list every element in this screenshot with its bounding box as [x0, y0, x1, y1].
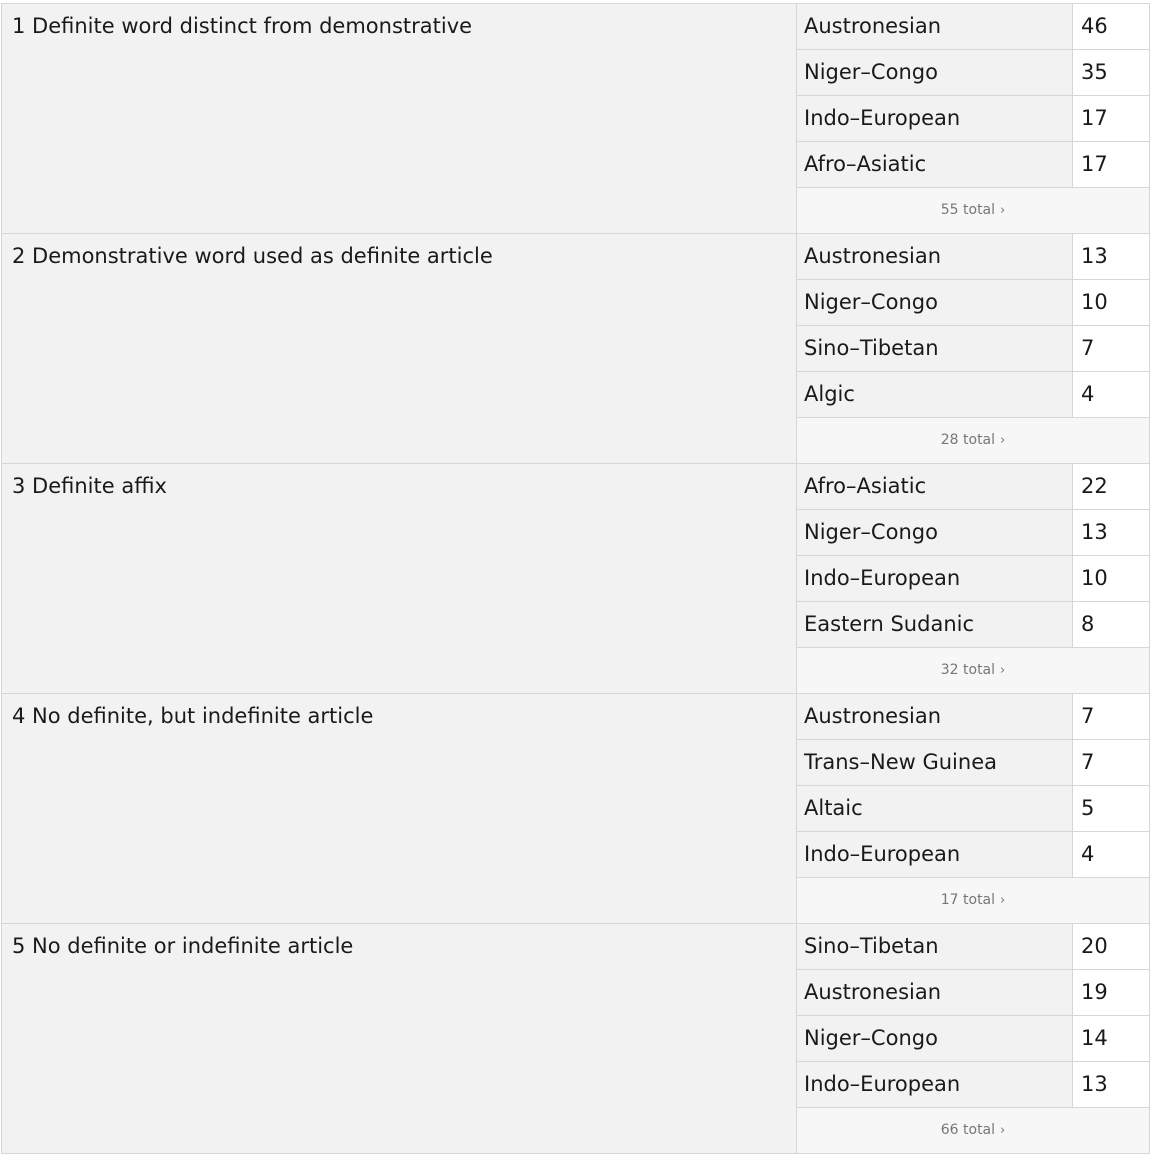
language-count: 10: [1073, 280, 1150, 326]
language-count: 7: [1073, 740, 1150, 786]
feature-value-label: 5 No definite or indefinite article: [2, 924, 797, 1154]
total-cell: [797, 418, 1150, 464]
language-count: 17: [1073, 96, 1150, 142]
language-count: 13: [1073, 234, 1150, 280]
chevron-right-icon: ›: [1000, 433, 1006, 448]
language-family-name: Altaic: [797, 786, 1073, 832]
chevron-right-icon: ›: [1000, 203, 1006, 218]
family-row: [2, 4, 1150, 50]
language-family-name: Algic: [797, 372, 1073, 418]
language-count: 13: [1073, 1062, 1150, 1108]
total-cell: [797, 648, 1150, 694]
language-family-name: Austronesian: [797, 4, 1073, 50]
language-count: 13: [1073, 510, 1150, 556]
language-count: 19: [1073, 970, 1150, 1016]
language-family-name: Afro–Asiatic: [797, 464, 1073, 510]
language-family-name: Niger–Congo: [797, 510, 1073, 556]
language-family-name: Sino–Tibetan: [797, 326, 1073, 372]
feature-value-label: 1 Definite word distinct from demonstrative: [2, 4, 797, 234]
language-family-name: Trans–New Guinea: [797, 740, 1073, 786]
language-count: 35: [1073, 50, 1150, 96]
language-count: 5: [1073, 786, 1150, 832]
chevron-right-icon: ›: [1000, 1123, 1006, 1138]
chevron-right-icon: ›: [1000, 663, 1006, 678]
total-cell: [797, 1108, 1150, 1154]
language-count: 4: [1073, 372, 1150, 418]
language-family-name: Indo–European: [797, 556, 1073, 602]
language-family-name: Afro–Asiatic: [797, 142, 1073, 188]
family-row: [2, 234, 1150, 280]
language-family-name: Indo–European: [797, 832, 1073, 878]
total-count-text: 66 total: [940, 1122, 996, 1138]
total-count-text: 28 total: [940, 432, 996, 448]
language-family-name: Niger–Congo: [797, 280, 1073, 326]
feature-value-label: 4 No definite, but indefinite article: [2, 694, 797, 924]
value-breakdown-table: [1, 3, 1150, 1154]
total-count-text: 55 total: [940, 202, 996, 218]
total-cell: [797, 878, 1150, 924]
language-count: 22: [1073, 464, 1150, 510]
total-link[interactable]: [941, 1122, 1005, 1138]
total-count-text: 32 total: [940, 662, 996, 678]
language-count: 20: [1073, 924, 1150, 970]
language-family-name: Niger–Congo: [797, 1016, 1073, 1062]
total-count-text: 17 total: [940, 892, 996, 908]
language-count: 7: [1073, 326, 1150, 372]
total-link[interactable]: [941, 202, 1005, 218]
total-link[interactable]: [941, 892, 1005, 908]
language-family-name: Indo–European: [797, 1062, 1073, 1108]
language-family-name: Indo–European: [797, 96, 1073, 142]
total-link[interactable]: [941, 432, 1005, 448]
chevron-right-icon: ›: [1000, 893, 1006, 908]
language-family-name: Austronesian: [797, 970, 1073, 1016]
feature-value-label: 3 Definite affix: [2, 464, 797, 694]
language-count: 8: [1073, 602, 1150, 648]
language-family-name: Eastern Sudanic: [797, 602, 1073, 648]
language-count: 14: [1073, 1016, 1150, 1062]
language-family-name: Austronesian: [797, 694, 1073, 740]
language-family-name: Niger–Congo: [797, 50, 1073, 96]
family-row: [2, 694, 1150, 740]
language-count: 46: [1073, 4, 1150, 50]
feature-value-label: 2 Demonstrative word used as definite article: [2, 234, 797, 464]
language-count: 17: [1073, 142, 1150, 188]
language-count: 10: [1073, 556, 1150, 602]
total-cell: [797, 188, 1150, 234]
total-link[interactable]: [941, 662, 1005, 678]
family-row: [2, 924, 1150, 970]
language-family-name: Austronesian: [797, 234, 1073, 280]
family-row: [2, 464, 1150, 510]
language-family-name: Sino–Tibetan: [797, 924, 1073, 970]
language-count: 4: [1073, 832, 1150, 878]
language-count: 7: [1073, 694, 1150, 740]
table-body: [2, 4, 1150, 1154]
